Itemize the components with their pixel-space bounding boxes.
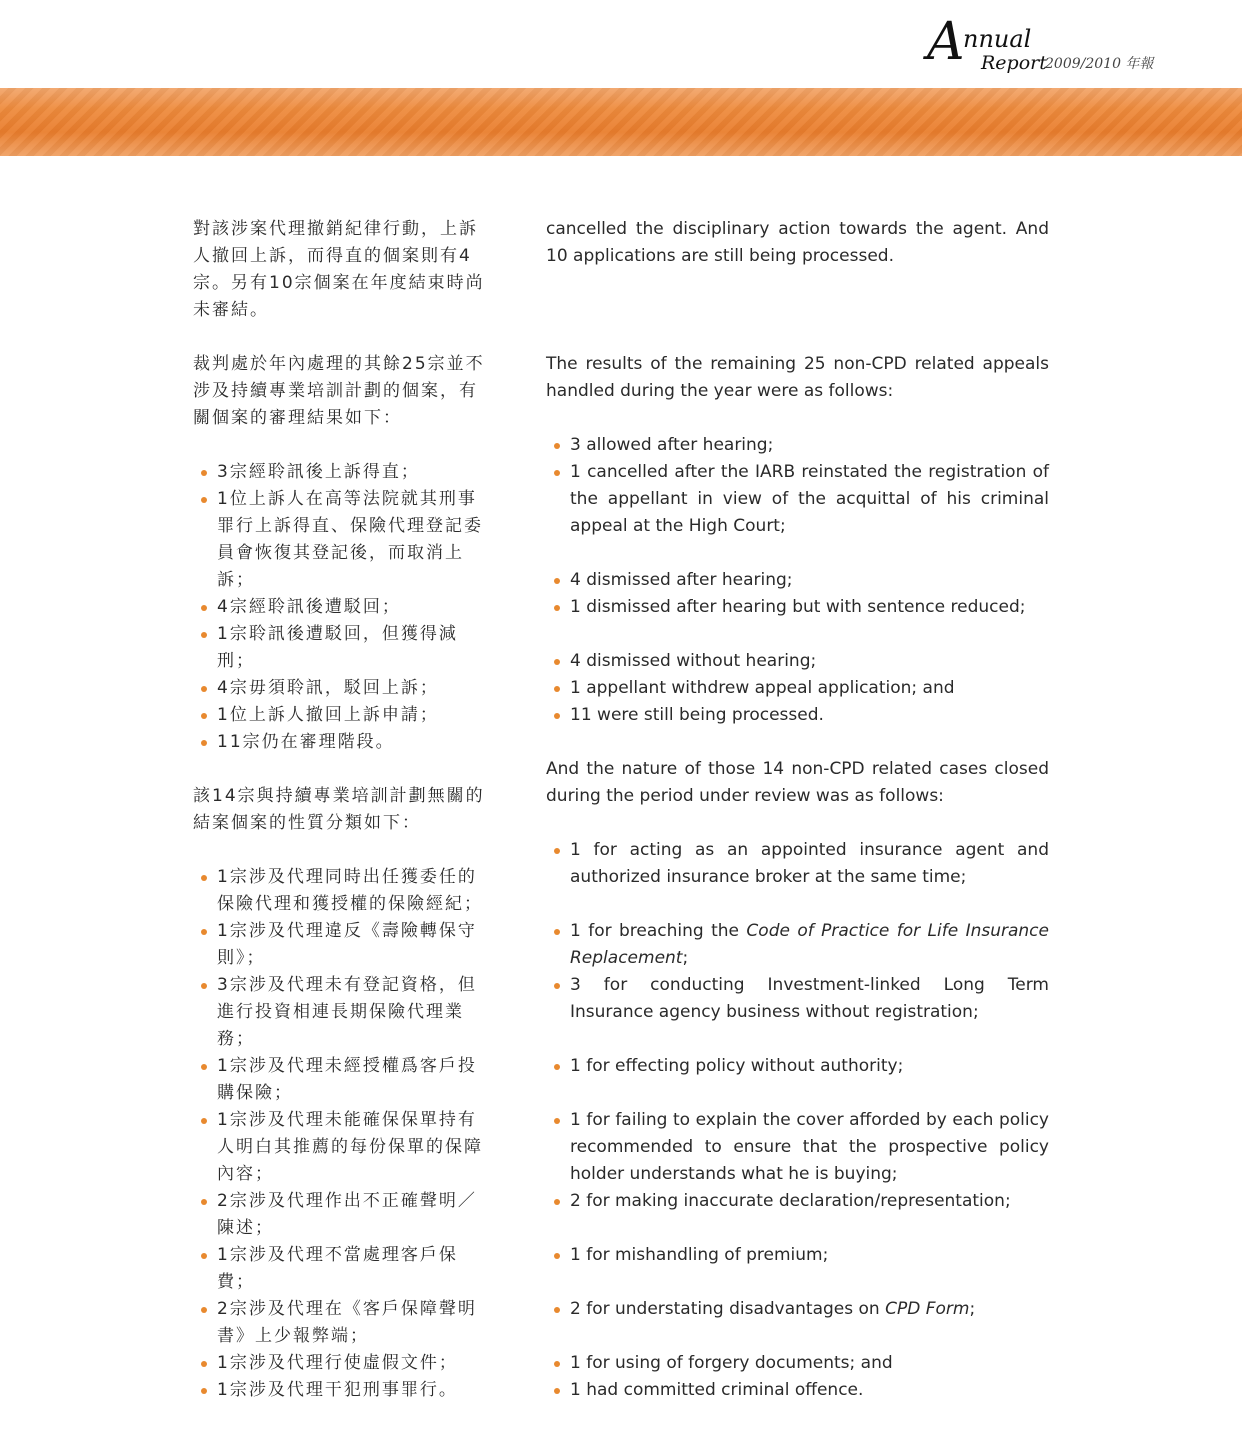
zh-paragraph-1: 對該涉案代理撤銷紀律行動，上訴人撤回上訴，而得直的個案則有4宗。另有10宗個案在年度結束時尚未審結。 xyxy=(193,219,485,320)
chinese-column xyxy=(193,216,490,1404)
list-item: 4 dismissed after hearing; xyxy=(546,567,1049,594)
list-item: 1宗涉及代理行使虛假文件； xyxy=(193,1350,490,1377)
list-item: 11 were still being processed. xyxy=(546,702,1049,729)
orange-header-band xyxy=(0,88,1242,156)
item-text: ; xyxy=(969,1299,976,1319)
list-item: 1 for using of forgery documents; and xyxy=(546,1350,1049,1377)
list-item: 1位上訴人在高等法院就其刑事罪行上訴得直、保險代理登記委員會恢復其登記後，而取消上訴； xyxy=(193,486,490,594)
list-item: 1 appellant withdrew appeal application; and xyxy=(546,675,1049,702)
list-item: 1位上訴人撤回上訴申請； xyxy=(193,702,490,729)
list-item: 1宗涉及代理同時出任獲委任的保險代理和獲授權的保險經紀； xyxy=(193,864,490,918)
list-item xyxy=(546,918,1049,972)
list-item: 1宗涉及代理干犯刑事罪行。 xyxy=(193,1377,490,1404)
logo-word-annual: nnual xyxy=(963,25,1032,53)
list-item: 1 for acting as an appointed insurance agent and authorized insurance broker at the same time; xyxy=(546,837,1049,891)
list-item: 1宗聆訊後遭駁回，但獲得減刑； xyxy=(193,621,490,675)
list-item: 2宗涉及代理在《客戶保障聲明書》上少報弊端； xyxy=(193,1296,490,1350)
list-item: 1 for failing to explain the cover afforded by each policy recommended to ensure that the prospective policy holder understands what he is buying; xyxy=(546,1107,1049,1188)
en-paragraph-3: And the nature of those 14 non-CPD related cases closed during the period under review was as follows: xyxy=(546,759,1049,806)
list-item: 4宗毋須聆訊，駁回上訴； xyxy=(193,675,490,702)
list-item: 1宗涉及代理未能確保保單持有人明白其推薦的每份保單的保障內容； xyxy=(193,1107,490,1188)
list-item: 1宗涉及代理不當處理客戶保費； xyxy=(193,1242,490,1296)
list-item: 3 allowed after hearing; xyxy=(546,432,1049,459)
list-item: 4 dismissed without hearing; xyxy=(546,648,1049,675)
list-item: 3 for conducting Investment-linked Long Term Insurance agency business without registration; xyxy=(546,972,1049,1026)
list-item: 1 for mishandling of premium; xyxy=(546,1242,1049,1269)
list-item: 1 dismissed after hearing but with sentence reduced; xyxy=(546,594,1049,621)
logo-letter-a: A xyxy=(927,12,965,72)
zh-nature-list xyxy=(193,864,490,1404)
list-item: 3宗經聆訊後上訴得直； xyxy=(193,459,490,486)
list-item: 1 had committed criminal offence. xyxy=(546,1377,1049,1404)
item-text: 1 for breaching the xyxy=(570,921,747,941)
cpd-form-title: CPD Form xyxy=(885,1299,970,1319)
list-item: 2 for making inaccurate declaration/representation; xyxy=(546,1188,1049,1215)
list-item: 3宗涉及代理未有登記資格，但進行投資相連長期保險代理業務； xyxy=(193,972,490,1053)
zh-paragraph-3: 該14宗與持續專業培訓計劃無關的結案個案的性質分類如下： xyxy=(193,786,485,833)
zh-results-list xyxy=(193,459,490,756)
list-item: 1宗涉及代理違反《壽險轉保守則》； xyxy=(193,918,490,972)
item-text: ; xyxy=(682,948,689,968)
list-item: 4宗經聆訊後遭駁回； xyxy=(193,594,490,621)
list-item: 2宗涉及代理作出不正確聲明／陳述； xyxy=(193,1188,490,1242)
annual-report-logo xyxy=(925,14,1225,76)
en-paragraph-2: The results of the remaining 25 non-CPD related appeals handled during the year were as follows: xyxy=(546,354,1049,401)
logo-word-report: Report xyxy=(981,52,1047,74)
list-item: 1 cancelled after the IARB reinstated the registration of the appellant in view of the acquittal of his criminal appeal at the High Court; xyxy=(546,459,1049,540)
item-text: 2 for understating disadvantages on xyxy=(570,1299,886,1319)
logo-year: 2009/2010 年報 xyxy=(1045,56,1154,72)
en-results-list xyxy=(546,432,1049,729)
code-of-practice-title: Code of Practice for Life Insurance Replacement xyxy=(570,921,1049,968)
list-item xyxy=(546,1296,1049,1323)
english-column xyxy=(546,216,1049,1404)
list-item: 11宗仍在審理階段。 xyxy=(193,729,490,756)
list-item: 1 for effecting policy without authority; xyxy=(546,1053,1049,1080)
en-paragraph-1: cancelled the disciplinary action towards the agent. And 10 applications are still being processed. xyxy=(546,219,1049,266)
zh-paragraph-2: 裁判處於年內處理的其餘25宗並不涉及持續專業培訓計劃的個案，有關個案的審理結果如下： xyxy=(193,354,485,428)
list-item: 1宗涉及代理未經授權爲客戶投購保險； xyxy=(193,1053,490,1107)
en-nature-list xyxy=(546,837,1049,1404)
